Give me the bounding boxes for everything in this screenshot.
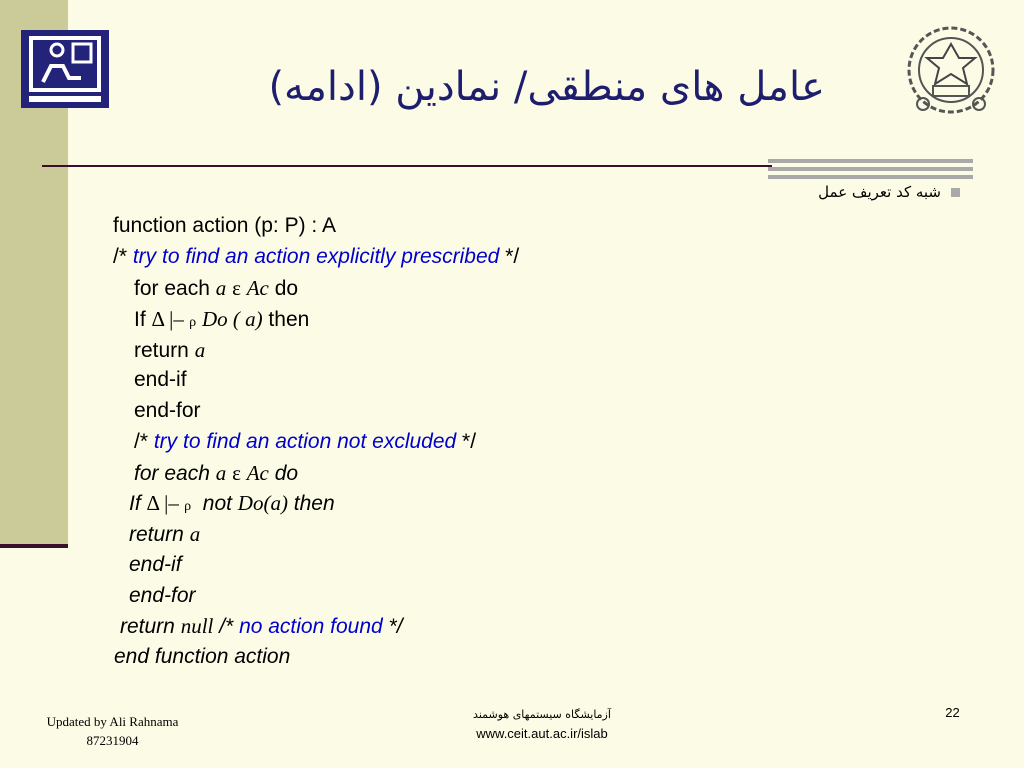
comment-close: */ bbox=[499, 245, 520, 268]
code-line-10 bbox=[129, 491, 335, 519]
code-line-3 bbox=[134, 276, 298, 301]
keyword: for each bbox=[134, 462, 216, 485]
code-text: function action (p: P) : A bbox=[113, 214, 336, 237]
code-text: end-for bbox=[134, 399, 201, 422]
set-name: Ac bbox=[246, 276, 269, 300]
code-line-11 bbox=[129, 522, 200, 547]
lab-url: www.ceit.aut.ac.ir/islab bbox=[476, 726, 608, 741]
null-literal: null bbox=[180, 614, 214, 638]
comment-text: no action found bbox=[239, 615, 383, 638]
keyword: for each bbox=[134, 277, 216, 300]
university-seal-icon bbox=[903, 24, 999, 116]
code-line-12 bbox=[129, 553, 182, 577]
variable: a bbox=[215, 461, 227, 485]
code-line-9 bbox=[134, 461, 298, 486]
keyword: If bbox=[134, 308, 152, 331]
code-line-15 bbox=[114, 645, 290, 669]
comment-close: */ bbox=[382, 615, 403, 638]
comment-close: */ bbox=[456, 430, 477, 453]
code-line-1 bbox=[113, 214, 336, 238]
lab-name: آزمایشگاه سیستمهای هوشمند bbox=[473, 708, 611, 721]
code-text: end-if bbox=[129, 553, 182, 576]
code-line-8 bbox=[134, 430, 476, 454]
code-line-7 bbox=[134, 399, 201, 423]
keyword: If bbox=[129, 492, 147, 515]
bullet-item bbox=[818, 183, 960, 201]
bullet-text: شبه کد تعریف عمل bbox=[818, 183, 941, 201]
updated-by: Updated by Ali Rahnama bbox=[46, 714, 179, 729]
bullet-square-icon bbox=[951, 188, 960, 197]
expression: Do(a) bbox=[237, 491, 288, 515]
epsilon-symbol: ε bbox=[232, 461, 241, 485]
sidebar-divider bbox=[0, 544, 68, 548]
comment-open: /* bbox=[213, 615, 240, 638]
student-id: 87231904 bbox=[86, 733, 139, 748]
code-line-14 bbox=[120, 614, 403, 639]
code-text: end-for bbox=[129, 584, 196, 607]
code-line-2 bbox=[113, 245, 519, 269]
epsilon-symbol: ε bbox=[232, 276, 241, 300]
variable: a bbox=[194, 338, 206, 362]
code-line-6 bbox=[134, 368, 187, 392]
turnstile-symbol: |– bbox=[163, 307, 190, 331]
code-line-13 bbox=[129, 584, 196, 608]
title-rule bbox=[42, 165, 772, 167]
slide-title: عامل های منطقی/ نمادین (ادامه) bbox=[268, 64, 825, 110]
code-line-4 bbox=[134, 307, 309, 335]
comment-text: try to find an action explicitly prescribed bbox=[132, 245, 500, 268]
footer-lab bbox=[442, 705, 642, 743]
keyword: then bbox=[287, 492, 335, 515]
comment-open: /* bbox=[134, 430, 154, 453]
delta-symbol: Δ bbox=[151, 307, 164, 331]
delta-symbol: Δ bbox=[146, 491, 159, 515]
keyword: return bbox=[134, 339, 195, 362]
rho-symbol: ρ bbox=[189, 315, 197, 330]
decorative-stripes bbox=[768, 159, 973, 179]
footer-author bbox=[30, 712, 195, 750]
keyword: then bbox=[262, 308, 310, 331]
code-line-5 bbox=[134, 338, 205, 363]
variable: a bbox=[189, 522, 201, 546]
page-number: 22 bbox=[945, 705, 960, 720]
keyword: not bbox=[202, 492, 238, 515]
comment-open: /* bbox=[113, 245, 133, 268]
turnstile-symbol: |– bbox=[158, 491, 185, 515]
keyword: return bbox=[120, 615, 181, 638]
keyword: do bbox=[268, 277, 299, 300]
set-name: Ac bbox=[246, 461, 269, 485]
rho-symbol: ρ bbox=[184, 499, 192, 514]
lab-logo-icon bbox=[21, 30, 109, 108]
variable: a bbox=[215, 276, 227, 300]
code-text: end-if bbox=[134, 368, 187, 391]
keyword: return bbox=[129, 523, 190, 546]
expression: Do ( a) bbox=[201, 307, 263, 331]
comment-text: try to find an action not excluded bbox=[153, 430, 457, 453]
code-text: end function action bbox=[114, 645, 291, 668]
keyword: do bbox=[268, 462, 299, 485]
